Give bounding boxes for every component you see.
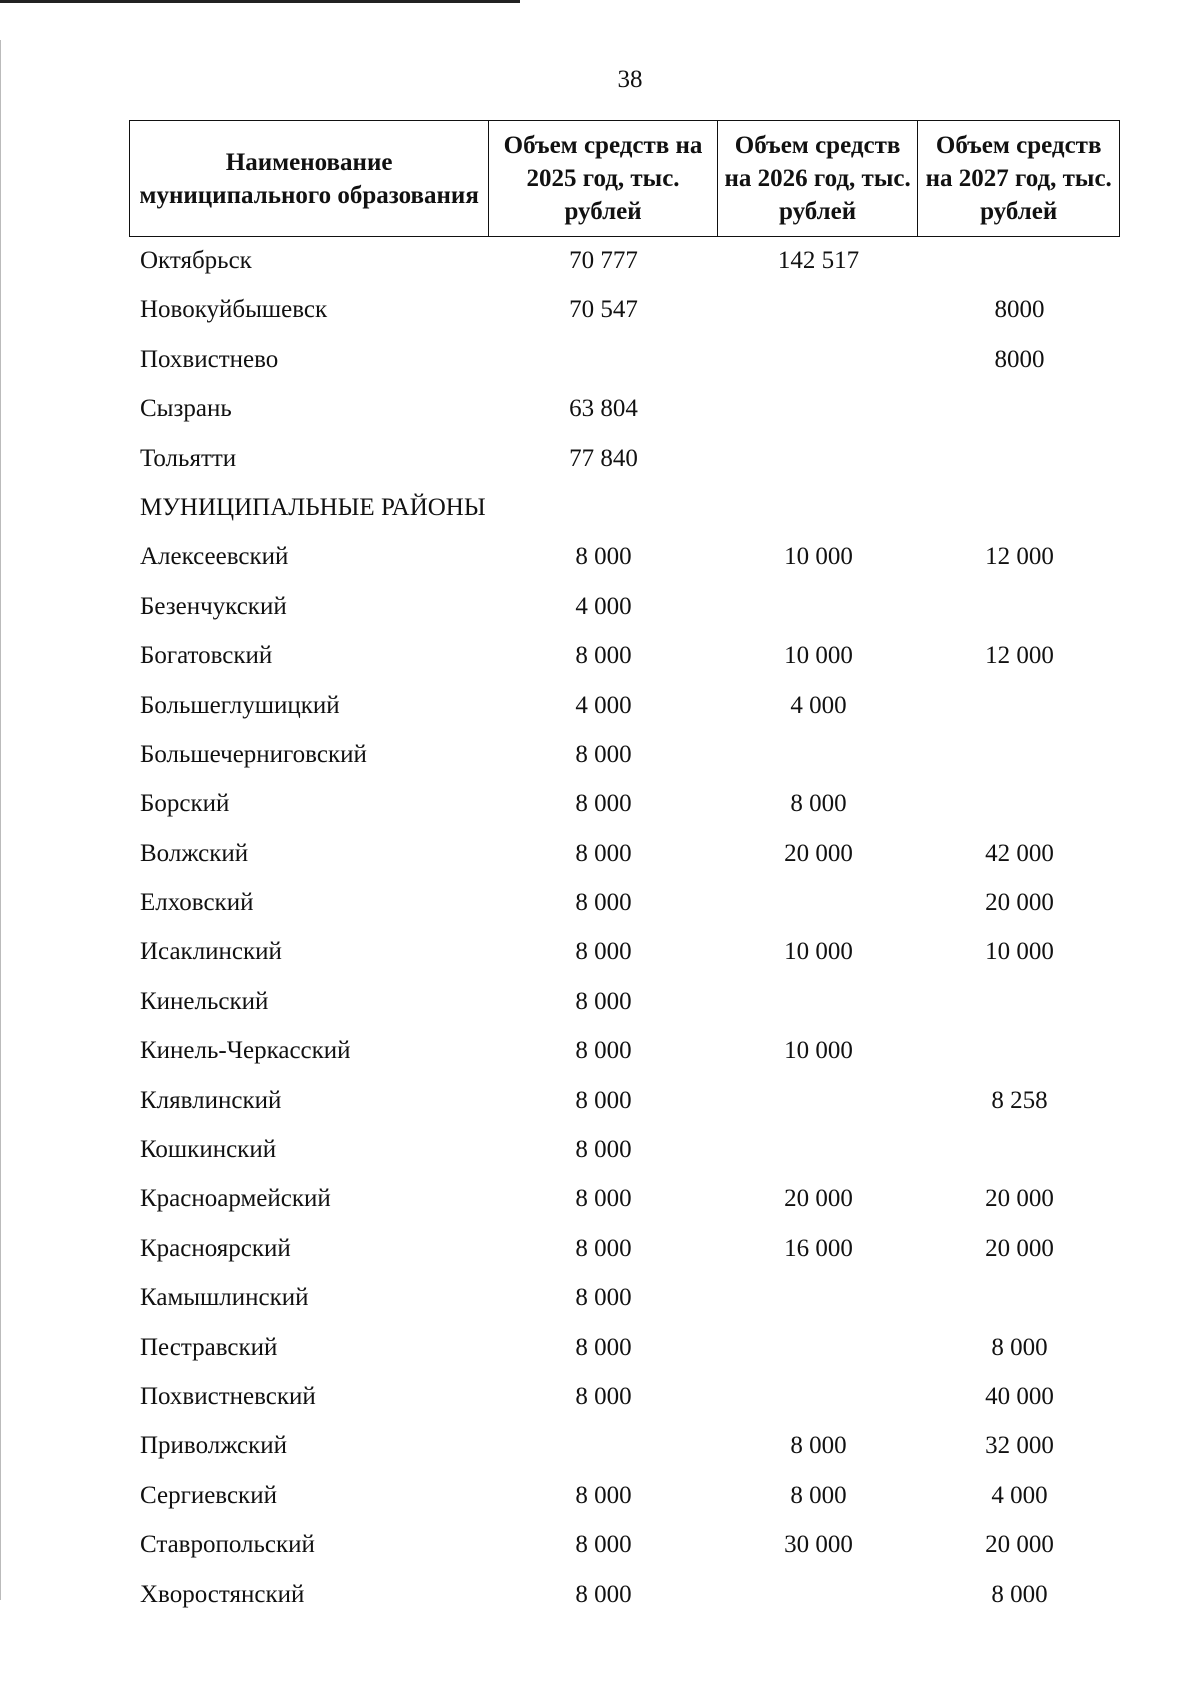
municipality-name: Большеглушицкий	[140, 691, 340, 719]
scan-edge-left	[0, 40, 1, 1600]
municipality-name: Исаклинский	[140, 938, 282, 966]
value-2025: 8 000	[575, 1382, 632, 1410]
municipality-name: Безенчукский	[140, 592, 287, 620]
header-cell-name	[130, 121, 489, 236]
value-2026: 20 000	[784, 839, 853, 867]
municipality-name: Пестравский	[140, 1333, 278, 1361]
table-row	[129, 1525, 1120, 1574]
value-2027: 20 000	[985, 1531, 1054, 1559]
value-2027: 8000	[994, 345, 1045, 373]
table-row	[129, 1031, 1120, 1080]
section-heading-row	[129, 488, 1120, 537]
value-2025: 8 000	[575, 1185, 632, 1213]
municipality-name: Хворостянский	[140, 1580, 305, 1608]
municipality-name: Октябрьск	[140, 247, 252, 274]
municipality-name: Похвистневский	[140, 1382, 316, 1410]
value-2027: 40 000	[985, 1382, 1054, 1410]
value-2025: 70 547	[569, 296, 638, 324]
value-2025: 8 000	[575, 1234, 632, 1262]
value-2027: 10 000	[985, 938, 1054, 966]
table-row	[129, 587, 1120, 636]
value-2025: 8 000	[575, 938, 632, 966]
municipality-name: Волжский	[140, 839, 249, 867]
table-row	[129, 1328, 1120, 1377]
municipality-name: Кинель-Черкасский	[140, 1037, 351, 1065]
municipality-name: Богатовский	[140, 642, 273, 670]
table-row	[129, 340, 1120, 389]
value-2026: 10 000	[784, 1037, 853, 1065]
table-row	[129, 1476, 1120, 1525]
value-2027: 8 000	[991, 1333, 1048, 1361]
table-row	[129, 1426, 1120, 1475]
value-2027: 42 000	[985, 839, 1054, 867]
value-2025: 4 000	[575, 691, 632, 719]
value-2025: 8 000	[575, 839, 632, 867]
municipality-name: Клявлинский	[140, 1086, 282, 1114]
value-2025: 8 000	[575, 790, 632, 818]
section-heading: МУНИЦИПАЛЬНЫЕ РАЙОНЫ	[140, 493, 486, 521]
table-row	[129, 686, 1120, 735]
municipality-name: Похвистнево	[140, 345, 279, 373]
table-row	[129, 439, 1120, 488]
value-2026: 8 000	[790, 1481, 847, 1509]
scan-edge-top	[0, 0, 520, 3]
municipality-name: Алексеевский	[140, 543, 289, 571]
value-2026: 20 000	[784, 1185, 853, 1213]
value-2025: 8 000	[575, 1481, 632, 1509]
value-2025: 8 000	[575, 543, 632, 571]
header-label-2027: Объем средств на 2027 год, тыс. рублей	[925, 132, 1112, 225]
value-2025: 8 000	[575, 642, 632, 670]
value-2027: 8000	[994, 296, 1045, 324]
value-2026: 10 000	[784, 543, 853, 571]
municipality-name: Кошкинский	[140, 1136, 277, 1164]
value-2025: 63 804	[569, 395, 638, 423]
municipality-name: Камышлинский	[140, 1284, 309, 1312]
value-2027: 8 258	[991, 1086, 1048, 1114]
value-2026: 10 000	[784, 938, 853, 966]
value-2027: 12 000	[985, 642, 1054, 670]
table-row	[129, 241, 1120, 290]
municipality-name: Красноармейский	[140, 1185, 331, 1213]
table-row	[129, 784, 1120, 833]
value-2025: 8 000	[575, 987, 632, 1015]
value-2027: 12 000	[985, 543, 1054, 571]
table-row	[129, 290, 1120, 339]
value-2025: 70 777	[569, 247, 638, 274]
table-row	[129, 1229, 1120, 1278]
municipality-name: Тольятти	[140, 444, 237, 472]
value-2025: 8 000	[575, 1284, 632, 1312]
header-label-name: Наименование муниципального образования	[139, 148, 479, 209]
value-2026: 8 000	[790, 790, 847, 818]
value-2025: 8 000	[575, 889, 632, 917]
table-row	[129, 932, 1120, 981]
table-row	[129, 1179, 1120, 1228]
value-2027: 20 000	[985, 1185, 1054, 1213]
value-2025: 8 000	[575, 740, 632, 768]
table-row	[129, 1575, 1120, 1624]
value-2027: 8 000	[991, 1580, 1048, 1608]
municipality-name: Борский	[140, 790, 230, 818]
table-row	[129, 1377, 1120, 1426]
table-row	[129, 1081, 1120, 1130]
value-2025: 8 000	[575, 1086, 632, 1114]
municipality-name: Красноярский	[140, 1234, 291, 1262]
value-2025: 8 000	[575, 1333, 632, 1361]
value-2026: 30 000	[784, 1531, 853, 1559]
value-2026: 10 000	[784, 642, 853, 670]
table-row	[129, 537, 1120, 586]
municipality-name: Сергиевский	[140, 1481, 277, 1509]
municipality-name: Елховский	[140, 889, 254, 917]
header-label-2026: Объем средств на 2026 год, тыс. рублей	[724, 132, 911, 225]
header-cell-2025	[489, 121, 718, 236]
header-label-2025: Объем средств на 2025 год, тыс. рублей	[503, 132, 703, 225]
header-cell-2027	[918, 121, 1119, 236]
table-body	[129, 241, 1120, 1624]
table-row	[129, 735, 1120, 784]
value-2026: 4 000	[790, 691, 847, 719]
value-2025: 8 000	[575, 1531, 632, 1559]
table-row	[129, 1130, 1120, 1179]
value-2025: 8 000	[575, 1580, 632, 1608]
municipality-name: Большечерниговский	[140, 740, 367, 768]
header-cell-2026	[718, 121, 919, 236]
value-2025: 4 000	[575, 592, 632, 620]
value-2027: 32 000	[985, 1432, 1054, 1460]
municipality-name: Новокуйбышевск	[140, 296, 328, 324]
value-2027: 4 000	[991, 1481, 1048, 1509]
value-2025: 8 000	[575, 1136, 632, 1164]
table-row	[129, 834, 1120, 883]
municipality-name: Сызрань	[140, 395, 232, 423]
municipality-name: Кинельский	[140, 987, 269, 1015]
municipality-name: Приволжский	[140, 1432, 288, 1460]
table-header	[129, 120, 1120, 237]
value-2027: 20 000	[985, 889, 1054, 917]
value-2026: 142 517	[777, 247, 860, 274]
table-row	[129, 389, 1120, 438]
value-2026: 16 000	[784, 1234, 853, 1262]
value-2026: 8 000	[790, 1432, 847, 1460]
value-2025: 8 000	[575, 1037, 632, 1065]
table-row	[129, 883, 1120, 932]
page-number: 38	[617, 66, 643, 93]
table-row	[129, 1278, 1120, 1327]
table-row	[129, 982, 1120, 1031]
value-2025: 77 840	[569, 444, 638, 472]
value-2027: 20 000	[985, 1234, 1054, 1262]
table-row	[129, 636, 1120, 685]
municipality-name: Ставропольский	[140, 1531, 315, 1559]
